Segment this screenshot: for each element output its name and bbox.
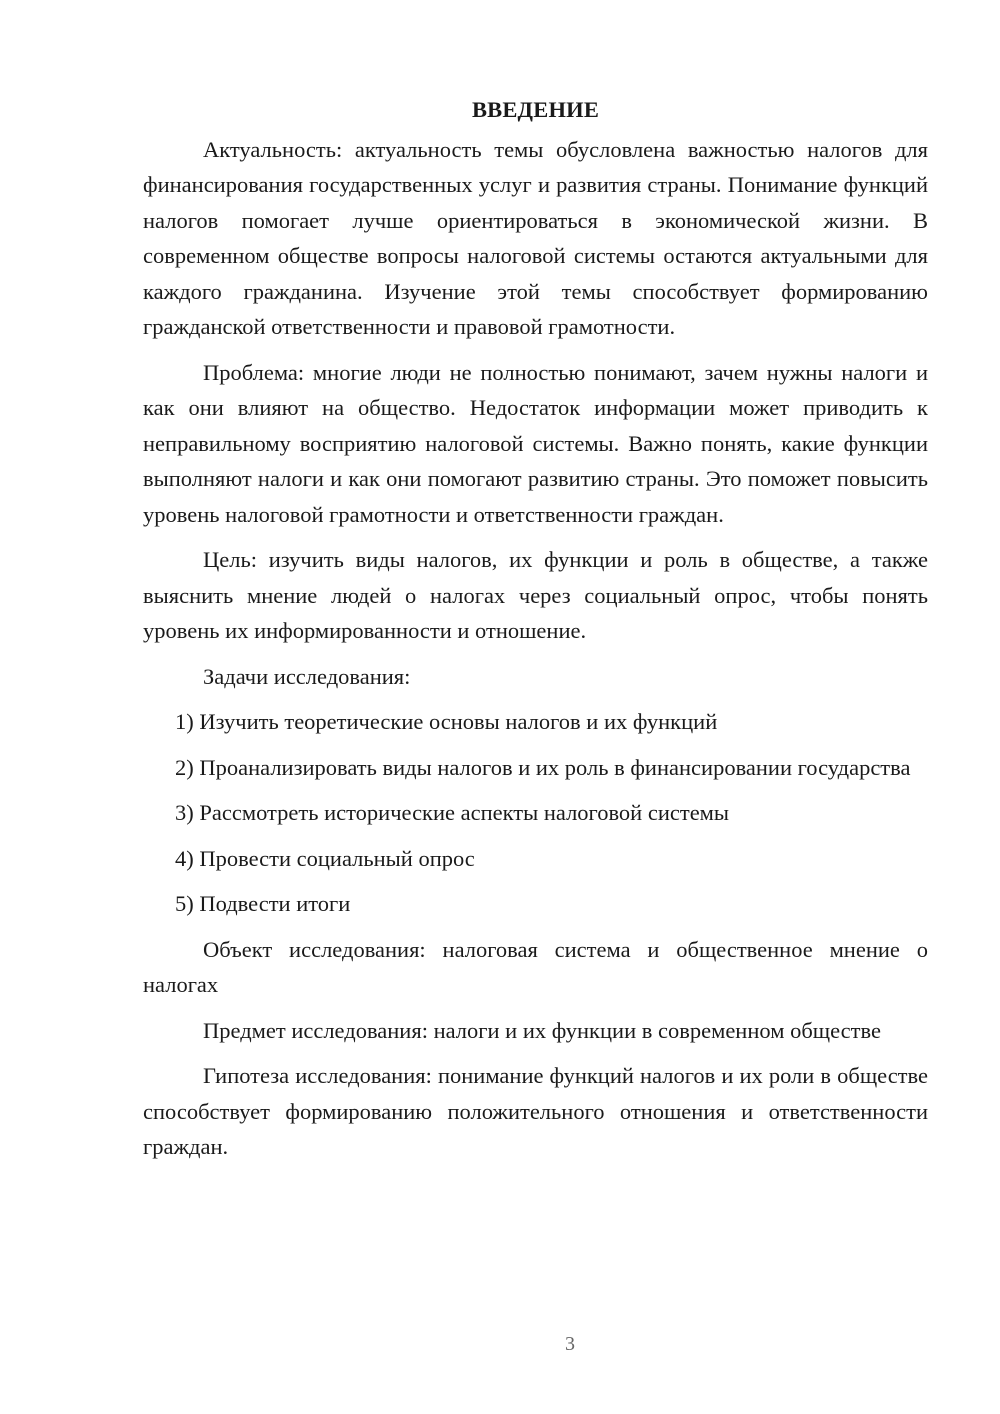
task-item-2: 2) Проанализировать виды налогов и их роль в финансировании государства [175, 754, 911, 780]
subject-paragraph: Предмет исследования: налоги и их функции в современном обществе [203, 1017, 881, 1043]
problem-paragraph: Проблема: многие люди не полностью понимают, зачем нужны налоги и как они влияют на общество. Недостаток информации может приводить к неправильному восприятию налоговой системы. Важно понять, какие функции выполняют налоги и как они помогают развитию страны. Это поможет повысить уровень налоговой грамотности и ответственности граждан. [143, 359, 928, 527]
section-title: ВВЕДЕНИЕ [471, 97, 600, 122]
task-item-5: 5) Подвести итоги [175, 891, 351, 916]
page-number [70, 1333, 1000, 1356]
relevance-paragraph: Актуальность: актуальность темы обусловлена важностью налогов для финансирования государственных услуг и развития страны. Понимание функций налогов помогает лучше ориентироваться в экономической жизни. В современном обществе вопросы налоговой системы остаются актуальными для каждого гражданина. Изучение этой темы способствует формированию гражданской ответственности и правовой грамотности. [143, 136, 928, 339]
task-item-1: 1) Изучить теоретические основы налогов и их функций [175, 709, 718, 734]
task-item-4: 4) Провести социальный опрос [175, 845, 475, 871]
hypothesis-paragraph: Гипотеза исследования: понимание функций налогов и их роли в обществе способствует формированию положительного отношения и ответственности граждан. [143, 1063, 928, 1159]
page-number-value: 3 [565, 1333, 575, 1355]
goal-paragraph: Цель: изучить виды налогов, их функции и роль в обществе, а также выяснить мнение людей о налогах через социальный опрос, чтобы понять уровень их информированности и отношение. [143, 547, 928, 643]
tasks-heading: Задачи исследования: [203, 663, 411, 689]
document-page [143, 92, 928, 1175]
task-item-3: 3) Рассмотреть исторические аспекты налоговой системы [175, 800, 730, 825]
object-paragraph: Объект исследования: налоговая система и общественное мнение о налогах [143, 936, 928, 997]
